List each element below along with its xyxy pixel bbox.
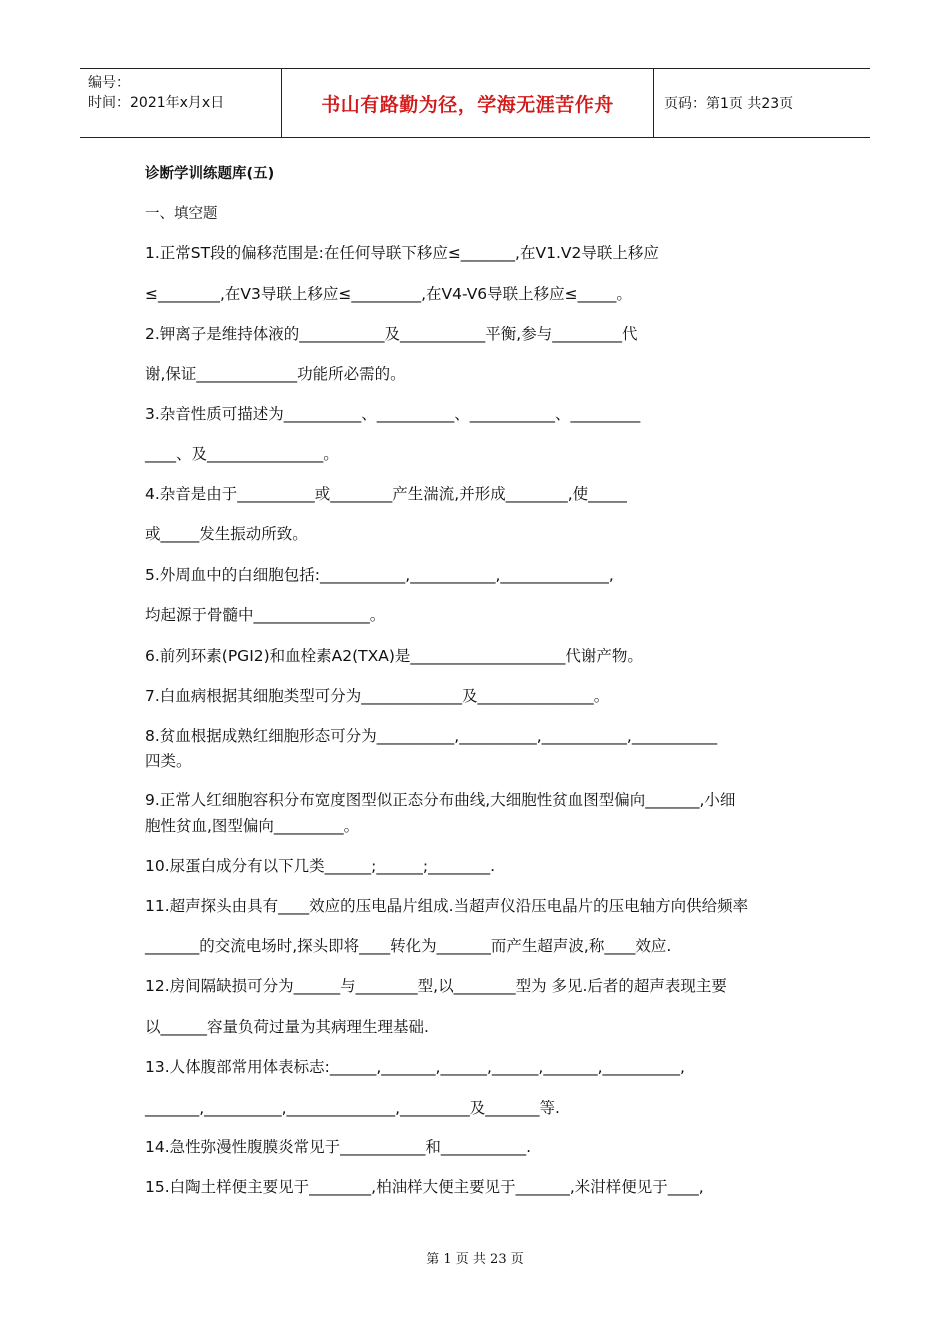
header-page-cell (654, 69, 870, 137)
question-line: ____、及_______________。 (145, 445, 339, 463)
question-line: 1.正常ST段的偏移范围是:在任何导联下移应≤_______,在V1.V2导联上移应 (145, 244, 659, 262)
page-label: 页码：第1页 共23页 (664, 96, 794, 112)
header-motto-cell (282, 69, 654, 137)
question-line: ≤________,在V3导联上移应≤_________,在V4-V6导联上移应≤_____。 (145, 285, 632, 303)
section-heading: 一、填空题 (145, 206, 218, 222)
question-line: 7.白血病根据其细胞类型可分为_____________及_______________。 (145, 687, 610, 705)
page-footer: 第 1 页 共 23 页 (426, 1252, 524, 1267)
question-line: 10.尿蛋白成分有以下几类______;______;________. (145, 857, 496, 875)
question-line: 或_____发生振动所致。 (145, 525, 308, 543)
document-title: 诊断学训练题库(五) (145, 166, 275, 182)
header-meta (80, 69, 282, 137)
question-line: 9.正常人红细胞容积分布宽度图型似正态分布曲线,大细胞性贫血图型偏向_______,小细 (145, 791, 736, 809)
question-line: 3.杂音性质可描述为__________、__________、___________、_________ (145, 405, 641, 423)
question-line: 4.杂音是由于__________或________产生湍流,并形成________,使_____ (145, 485, 627, 503)
document-header (80, 68, 870, 138)
question-line: 以______容量负荷过量为其病理生理基础. (145, 1018, 429, 1036)
question-line: 14.急性弥漫性腹膜炎常见于___________和___________. (145, 1138, 532, 1156)
question-line: 谢,保证_____________功能所必需的。 (145, 365, 406, 383)
question-line: 均起源于骨髓中_______________。 (145, 606, 386, 624)
question-line: 5.外周血中的白细胞包括:___________,___________,______________, (145, 566, 614, 584)
question-line: 8.贫血根据成熟红细胞形态可分为__________,__________,___________,___________ (145, 727, 718, 745)
question-line: 6.前列环素(PGI2)和血栓素A2(TXA)是____________________代谢产物。 (145, 647, 643, 665)
question-line: 2.钾离子是维持体液的___________及___________平衡,参与_________代 (145, 325, 638, 343)
question-line: 胞性贫血,图型偏向_________。 (145, 817, 360, 835)
motto: 书山有路勤为径，学海无涯苦作舟 (321, 93, 614, 116)
question-line: 12.房间隔缺损可分为______与________型,以________型为 多见.后者的超声表现主要 (145, 977, 727, 995)
date-label: 时间：2021年x月x日 (88, 95, 225, 111)
question-line: 11.超声探头由具有____效应的压电晶片组成.当超声仪沿压电晶片的压电轴方向供给频率 (145, 897, 749, 915)
question-line: _______,__________,______________,_________及_______等. (145, 1099, 560, 1117)
question-line: 13.人体腹部常用体表标志:______,_______,______,______,_______,__________, (145, 1058, 685, 1076)
question-line: 四类。 (145, 752, 192, 770)
number-label: 编号： (88, 75, 130, 91)
question-line: 15.白陶土样便主要见于________,柏油样大便主要见于_______,米泔样便见于____, (145, 1178, 704, 1196)
question-line: _______的交流电场时,探头即将____转化为_______而产生超声波,称____效应. (145, 937, 672, 955)
